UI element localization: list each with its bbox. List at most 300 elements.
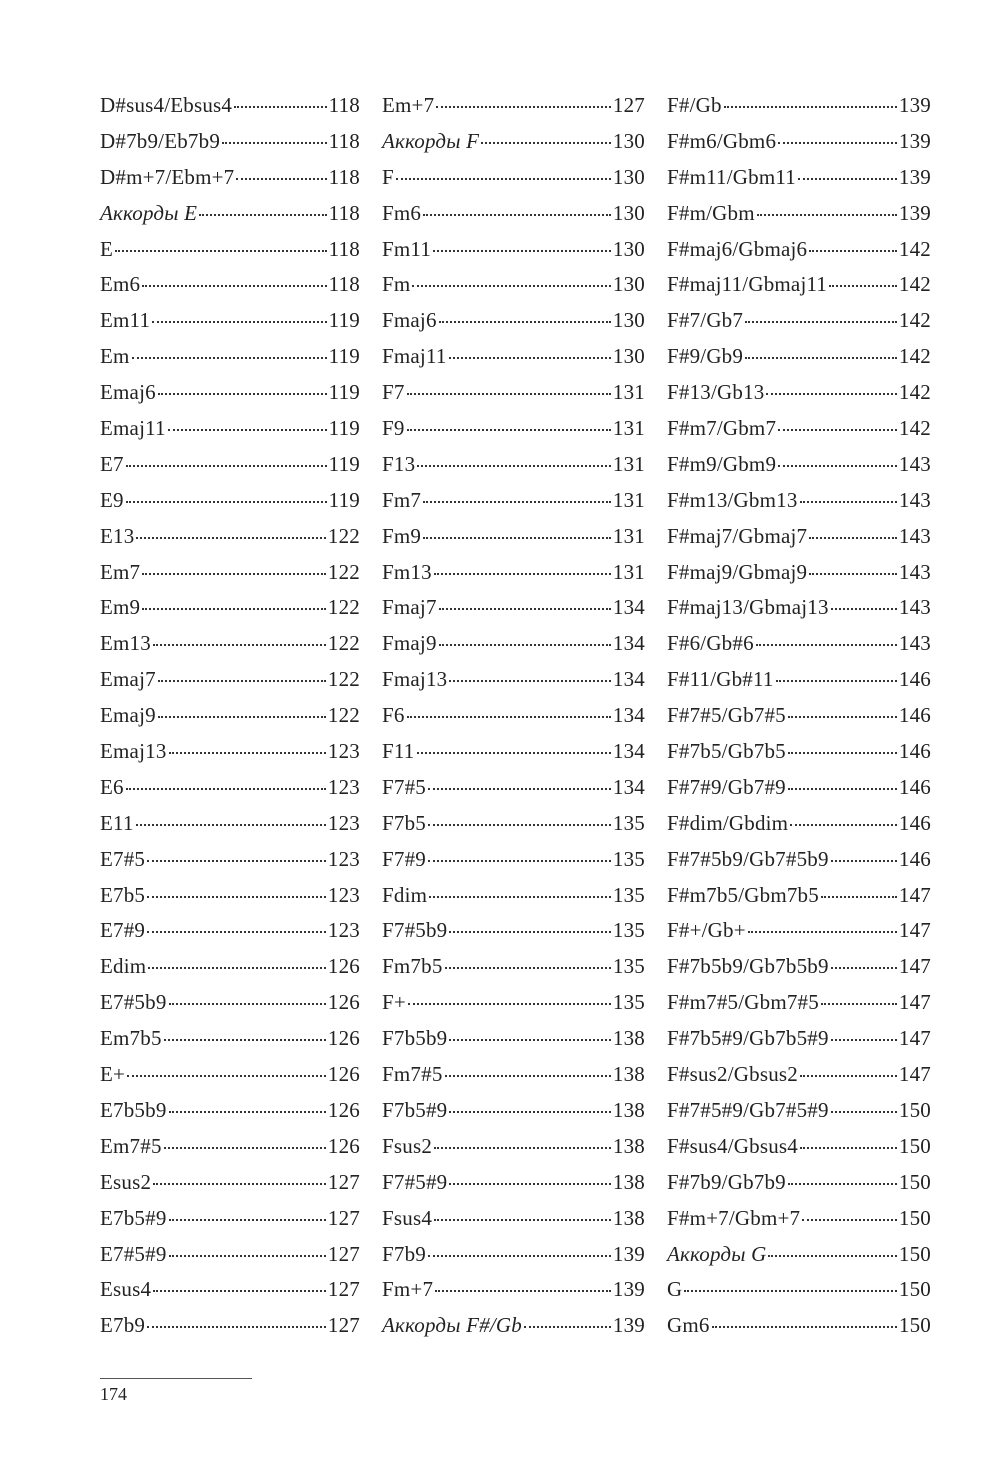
index-entry: [100, 160, 360, 196]
chord-name: F#m13/Gbm13: [667, 487, 798, 512]
index-entry: [100, 1201, 360, 1237]
dot-leader: [802, 1219, 897, 1221]
index-entry: [667, 196, 931, 232]
dot-leader: [788, 788, 897, 790]
chord-name: Fmaj6: [382, 308, 437, 333]
chord-name: F7#5#9: [382, 1169, 448, 1194]
chord-name: Em13: [100, 631, 151, 656]
dot-leader: [164, 1039, 326, 1041]
index-entry: [100, 375, 360, 411]
chord-name: F#/Gb: [667, 93, 722, 117]
chord-name: F#maj13/Gbmaj13: [667, 595, 829, 620]
index-entry: [100, 1237, 360, 1273]
page-reference: 118: [328, 236, 360, 261]
chord-name: Esus4: [100, 1277, 152, 1302]
dot-leader: [428, 1255, 611, 1257]
dot-leader: [132, 357, 327, 359]
dot-leader: [126, 465, 327, 467]
dot-leader: [790, 824, 897, 826]
page-reference: 143: [898, 451, 931, 476]
chord-name: F7#5: [382, 774, 426, 799]
index-section-heading: [382, 124, 645, 160]
page-reference: 126: [327, 954, 360, 979]
page-reference: 118: [328, 128, 360, 153]
index-column-2: [382, 88, 645, 1344]
chord-name: Em7#5: [100, 1133, 162, 1158]
dot-leader: [417, 752, 611, 754]
chord-name: E7b5b9: [100, 1097, 167, 1122]
dot-leader: [136, 824, 326, 826]
page-reference: 138: [612, 1205, 645, 1230]
page-reference: 130: [612, 164, 645, 189]
dot-leader: [164, 1147, 326, 1149]
index-entry: [382, 88, 645, 124]
dot-leader: [684, 1290, 897, 1292]
page-reference: 123: [327, 774, 360, 799]
index-entry: [667, 698, 931, 734]
dot-leader: [152, 321, 326, 323]
dot-leader: [169, 1003, 326, 1005]
chord-name: F7: [382, 380, 405, 405]
chord-name: Fm7: [382, 487, 422, 512]
chord-name: Fm+7: [382, 1277, 434, 1302]
index-column-1: [100, 88, 360, 1344]
chord-name: F#m+7/Gbm+7: [667, 1205, 801, 1230]
page-reference: 143: [898, 559, 931, 584]
chord-name: F7b5: [382, 810, 426, 835]
index-entry: [667, 662, 931, 698]
chord-name: E13: [100, 523, 135, 548]
page-reference: 146: [898, 703, 931, 728]
index-entry: [667, 88, 931, 124]
dot-leader: [821, 896, 897, 898]
page-reference: 138: [612, 1133, 645, 1158]
chord-name: E11: [100, 810, 134, 835]
chord-name: F#7#5b9/Gb7#5b9: [667, 846, 829, 871]
chord-name: E+: [100, 1062, 126, 1087]
page-reference: 118: [328, 93, 360, 117]
chord-name: F13: [382, 451, 416, 476]
chord-name: F#maj9/Gbmaj9: [667, 559, 808, 584]
chord-name: Аккорды E: [100, 200, 198, 225]
index-entry: [100, 411, 360, 447]
index-entry: [382, 375, 645, 411]
index-entry: [667, 124, 931, 160]
dot-leader: [147, 1326, 326, 1328]
dot-leader: [809, 573, 897, 575]
index-entry: [382, 949, 645, 985]
index-entry: [667, 1057, 931, 1093]
page-reference: 122: [327, 559, 360, 584]
dot-leader: [778, 142, 897, 144]
dot-leader: [417, 465, 611, 467]
chord-name: E7b5: [100, 882, 146, 907]
index-entry: [100, 1093, 360, 1129]
page-reference: 135: [612, 954, 645, 979]
dot-leader: [800, 501, 897, 503]
page-reference: 143: [898, 487, 931, 512]
page-reference: 134: [612, 739, 645, 764]
dot-leader: [428, 824, 611, 826]
page-reference: 131: [612, 416, 645, 441]
page-reference: 126: [327, 1097, 360, 1122]
page-reference: 127: [327, 1205, 360, 1230]
chord-name: Edim: [100, 954, 147, 979]
dot-leader: [234, 106, 327, 108]
page-reference: 138: [612, 1097, 645, 1122]
page-reference: 123: [327, 918, 360, 943]
chord-name: F#9/Gb9: [667, 344, 744, 369]
page-number: 174: [100, 1384, 127, 1404]
dot-leader: [778, 429, 897, 431]
chord-name: Fsus4: [382, 1205, 433, 1230]
chord-name: D#7b9/Eb7b9: [100, 128, 221, 153]
dot-leader: [407, 429, 611, 431]
dot-leader: [800, 1147, 897, 1149]
page-reference: 123: [327, 882, 360, 907]
chord-name: F#13/Gb13: [667, 380, 765, 405]
page-reference: 143: [898, 523, 931, 548]
dot-leader: [800, 1075, 897, 1077]
index-entry: [382, 1129, 645, 1165]
chord-name: F#7#5/Gb7#5: [667, 703, 786, 728]
page-reference: 139: [612, 1313, 645, 1338]
index-entry: [100, 985, 360, 1021]
chord-name: F#sus2/Gbsus2: [667, 1062, 798, 1087]
dot-leader: [449, 680, 611, 682]
page-reference: 139: [898, 200, 931, 225]
index-entry: [100, 339, 360, 375]
index-entry: [667, 985, 931, 1021]
index-entry: [667, 519, 931, 555]
chord-name: E7b5#9: [100, 1205, 167, 1230]
chord-name: F#sus4/Gbsus4: [667, 1133, 798, 1158]
dot-leader: [127, 1075, 326, 1077]
dot-leader: [147, 931, 326, 933]
dot-leader: [724, 106, 897, 108]
chord-name: G: [667, 1277, 683, 1302]
index-entry: [100, 1272, 360, 1308]
dot-leader: [428, 860, 611, 862]
index-entry: [100, 1165, 360, 1201]
page-reference: 130: [612, 308, 645, 333]
chord-name: Fm7#5: [382, 1062, 443, 1087]
dot-leader: [126, 788, 326, 790]
dot-leader: [158, 680, 326, 682]
index-entry: [100, 878, 360, 914]
page-reference: 147: [898, 954, 931, 979]
page-reference: 119: [328, 416, 360, 441]
chord-name: F#7b5b9/Gb7b5b9: [667, 954, 829, 979]
dot-leader: [434, 1147, 611, 1149]
index-entry: [382, 411, 645, 447]
dot-leader: [788, 752, 897, 754]
chord-name: F#7#5#9/Gb7#5#9: [667, 1097, 829, 1122]
chord-name: F#11/Gb#11: [667, 667, 774, 692]
page-reference: 118: [328, 272, 360, 297]
index-entry: [382, 1201, 645, 1237]
chord-name: Fm9: [382, 523, 422, 548]
page-reference: 146: [898, 667, 931, 692]
dot-leader: [396, 178, 611, 180]
dot-leader: [169, 1111, 326, 1113]
index-entry: [382, 878, 645, 914]
chord-name: F#m7/Gbm7: [667, 416, 777, 441]
chord-name: Gm6: [667, 1313, 710, 1338]
dot-leader: [199, 214, 327, 216]
dot-leader: [766, 393, 896, 395]
chord-name: Emaj7: [100, 667, 156, 692]
index-entry: [100, 232, 360, 268]
chord-name: F#7b5#9/Gb7b5#9: [667, 1026, 829, 1051]
chord-name: Em: [100, 344, 130, 369]
chord-name: F#6/Gb#6: [667, 631, 754, 656]
page-reference: 134: [612, 774, 645, 799]
index-entry: [100, 770, 360, 806]
index-entry: [100, 483, 360, 519]
index-entry: [382, 1237, 645, 1273]
dot-leader: [745, 321, 897, 323]
index-entry: [667, 339, 931, 375]
chord-name: Emaj11: [100, 416, 166, 441]
page-reference: 143: [898, 631, 931, 656]
index-entry: [667, 555, 931, 591]
index-entry: [667, 806, 931, 842]
dot-leader: [831, 967, 897, 969]
dot-leader: [439, 321, 611, 323]
index-entry: [382, 626, 645, 662]
index-entry: [667, 1201, 931, 1237]
index-entry: [667, 232, 931, 268]
chord-name: Esus2: [100, 1169, 152, 1194]
index-entry: [382, 770, 645, 806]
page-reference: 147: [898, 882, 931, 907]
dot-leader: [449, 1111, 611, 1113]
chord-name: F#7b5/Gb7b5: [667, 739, 786, 764]
index-entry: [382, 698, 645, 734]
page-reference: 150: [898, 1097, 931, 1122]
dot-leader: [831, 860, 897, 862]
page-reference: 130: [612, 236, 645, 261]
page-reference: 147: [898, 918, 931, 943]
index-entry: [667, 734, 931, 770]
dot-leader: [821, 1003, 897, 1005]
dot-leader: [434, 573, 611, 575]
page-reference: 119: [328, 487, 360, 512]
dot-leader: [756, 644, 897, 646]
index-entry: [100, 1129, 360, 1165]
dot-leader: [809, 250, 897, 252]
index-entry: [667, 303, 931, 339]
chord-name: E: [100, 236, 114, 261]
chord-name: Fsus2: [382, 1133, 433, 1158]
chord-name: E7b9: [100, 1313, 146, 1338]
index-entry: [667, 913, 931, 949]
page-reference: 131: [612, 451, 645, 476]
dot-leader: [798, 178, 897, 180]
chord-name: F+: [382, 990, 406, 1015]
index-section-heading: [667, 1237, 931, 1273]
dot-leader: [407, 393, 611, 395]
page-reference: 150: [898, 1205, 931, 1230]
chord-name: Аккорды G: [667, 1241, 767, 1266]
chord-name: E7: [100, 451, 124, 476]
page-reference: 130: [612, 344, 645, 369]
page-reference: 131: [612, 559, 645, 584]
page-reference: 126: [327, 1026, 360, 1051]
dot-leader: [778, 465, 897, 467]
dot-leader: [142, 573, 326, 575]
chord-name: E7#5#9: [100, 1241, 167, 1266]
page-reference: 119: [328, 451, 360, 476]
index-entry: [382, 662, 645, 698]
index-entry: [100, 806, 360, 842]
page-reference: 146: [898, 810, 931, 835]
page-reference: 135: [612, 990, 645, 1015]
dot-leader: [831, 1111, 897, 1113]
dot-leader: [434, 1219, 611, 1221]
page-reference: 150: [898, 1241, 931, 1266]
dot-leader: [169, 1255, 326, 1257]
dot-leader: [748, 931, 897, 933]
chord-name: Emaj13: [100, 739, 167, 764]
dot-leader: [169, 1219, 326, 1221]
index-entry: [667, 878, 931, 914]
page-reference: 146: [898, 774, 931, 799]
index-entry: [100, 662, 360, 698]
index-entry: [667, 1093, 931, 1129]
dot-leader: [433, 250, 611, 252]
page-reference: 139: [612, 1277, 645, 1302]
page-reference: 122: [327, 631, 360, 656]
chord-name: E7#5: [100, 846, 146, 871]
chord-name: E9: [100, 487, 124, 512]
page-reference: 142: [898, 272, 931, 297]
page-reference: 119: [328, 308, 360, 333]
chord-name: F7b9: [382, 1241, 426, 1266]
page-reference: 134: [612, 595, 645, 620]
dot-leader: [153, 644, 326, 646]
chord-name: F#m7#5/Gbm7#5: [667, 990, 819, 1015]
index-entry: [667, 949, 931, 985]
chord-name: F#m11/Gbm11: [667, 164, 796, 189]
dot-leader: [428, 788, 611, 790]
dot-leader: [158, 393, 327, 395]
page-reference: 135: [612, 810, 645, 835]
index-entry: [667, 626, 931, 662]
index-entry: [667, 447, 931, 483]
chord-name: Fmaj7: [382, 595, 437, 620]
index-entry: [100, 555, 360, 591]
dot-leader: [831, 1039, 897, 1041]
page-reference: 139: [898, 128, 931, 153]
index-entry: [382, 1021, 645, 1057]
dot-leader: [423, 214, 611, 216]
chord-name: Em+7: [382, 93, 435, 117]
chord-name: E7#9: [100, 918, 146, 943]
page-reference: 123: [327, 846, 360, 871]
chord-name: D#sus4/Ebsus4: [100, 93, 233, 117]
page-reference: 139: [612, 1241, 645, 1266]
index-entry: [382, 160, 645, 196]
chord-name: Fm7b5: [382, 954, 443, 979]
dot-leader: [776, 680, 897, 682]
page-reference: 122: [327, 523, 360, 548]
page-reference: 118: [328, 200, 360, 225]
dot-leader: [147, 896, 326, 898]
index-entry: [100, 1308, 360, 1344]
index-entry: [667, 1272, 931, 1308]
page-reference: 142: [898, 416, 931, 441]
dot-leader: [481, 142, 611, 144]
index-entry: [100, 913, 360, 949]
dot-leader: [115, 250, 327, 252]
chord-name: F#m6/Gbm6: [667, 128, 777, 153]
page-reference: 123: [327, 739, 360, 764]
dot-leader: [449, 357, 611, 359]
dot-leader: [408, 1003, 611, 1005]
dot-leader: [158, 716, 326, 718]
index-entry: [382, 232, 645, 268]
dot-leader: [439, 644, 611, 646]
page-reference: 122: [327, 595, 360, 620]
index-entry: [100, 1057, 360, 1093]
index-entry: [667, 160, 931, 196]
index-entry: [382, 913, 645, 949]
page-reference: 135: [612, 846, 645, 871]
chord-name: Em7: [100, 559, 141, 584]
index-entry: [382, 519, 645, 555]
chord-name: F: [382, 164, 394, 189]
index-entry: [100, 124, 360, 160]
page-reference: 138: [612, 1169, 645, 1194]
page-reference: 142: [898, 380, 931, 405]
page-reference: 147: [898, 1026, 931, 1051]
page-reference: 135: [612, 882, 645, 907]
chord-name: Fm: [382, 272, 411, 297]
index-entry: [382, 1272, 645, 1308]
chord-name: F7#9: [382, 846, 426, 871]
index-entry: [382, 196, 645, 232]
page-reference: 127: [327, 1241, 360, 1266]
dot-leader: [222, 142, 327, 144]
chord-name: F6: [382, 703, 405, 728]
chord-name: Аккорды F: [382, 128, 480, 153]
dot-leader: [136, 537, 325, 539]
chord-name: Emaj9: [100, 703, 156, 728]
footer-rule: [100, 1378, 252, 1379]
index-entry: [382, 447, 645, 483]
dot-leader: [809, 537, 897, 539]
index-entry: [667, 411, 931, 447]
dot-leader: [788, 1183, 897, 1185]
index-entry: [100, 1021, 360, 1057]
page-reference: 126: [327, 1062, 360, 1087]
index-entry: [667, 483, 931, 519]
dot-leader: [449, 1183, 611, 1185]
page-reference: 122: [327, 667, 360, 692]
index-entry: [100, 303, 360, 339]
dot-leader: [445, 967, 611, 969]
page-reference: 150: [898, 1133, 931, 1158]
dot-leader: [236, 178, 326, 180]
page-reference: 131: [612, 523, 645, 548]
dot-leader: [436, 106, 611, 108]
dot-leader: [412, 285, 610, 287]
page-reference: 126: [327, 990, 360, 1015]
page-reference: 143: [898, 595, 931, 620]
dot-leader: [153, 1183, 326, 1185]
